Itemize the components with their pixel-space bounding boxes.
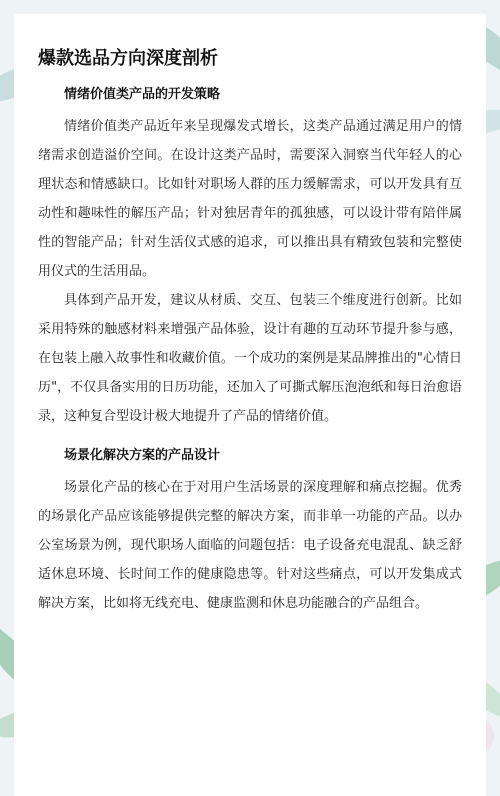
section-scenario-solution — [38, 447, 462, 618]
section-heading: 场景化解决方案的产品设计 — [64, 448, 221, 463]
document-page — [14, 14, 486, 796]
paragraph: 场景化产品的核心在于对用户生活场景的深度理解和痛点挖掘。优秀的场景化产品应该能够提供完整的解决方案，而非单一功能的产品。以办公室场景为例，现代职场人面临的问题包括：电子设备充电混乱、缺乏舒适休息环境、长时间工作的健康隐患等。针对这些痛点，可以开发集成式解决方案，比如将无线充电、健康监测和休息功能融合的产品组合。 — [38, 480, 462, 611]
section-emotional-value — [38, 86, 462, 431]
paragraph: 情绪价值类产品近年来呈现爆发式增长，这类产品通过满足用户的情绪需求创造溢价空间。在设计这类产品时，需要深入洞察当代年轻人的心理状态和情感缺口。比如针对职场人群的压力缓解需求，可以开发具有互动性和趣味性的解压产品；针对独居青年的孤独感，可以设计带有陪伴属性的智能产品；针对生活仪式感的追求，可以推出具有精致包装和完整使用仪式的生活用品。 — [38, 119, 462, 279]
paragraph: 具体到产品开发，建议从材质、交互、包装三个维度进行创新。比如采用特殊的触感材料来增强产品体验，设计有趣的互动环节提升参与感，在包装上融入故事性和收藏价值。一个成功的案例是某品牌推出的"心情日历"，不仅具备实用的日历功能，还加入了可撕式解压泡泡纸和每日治愈语录，这种复合型设计极大地提升了产品的情绪价值。 — [38, 293, 462, 424]
page-title: 爆款选品方向深度剖析 — [38, 48, 218, 69]
section-heading: 情绪价值类产品的开发策略 — [64, 87, 221, 102]
